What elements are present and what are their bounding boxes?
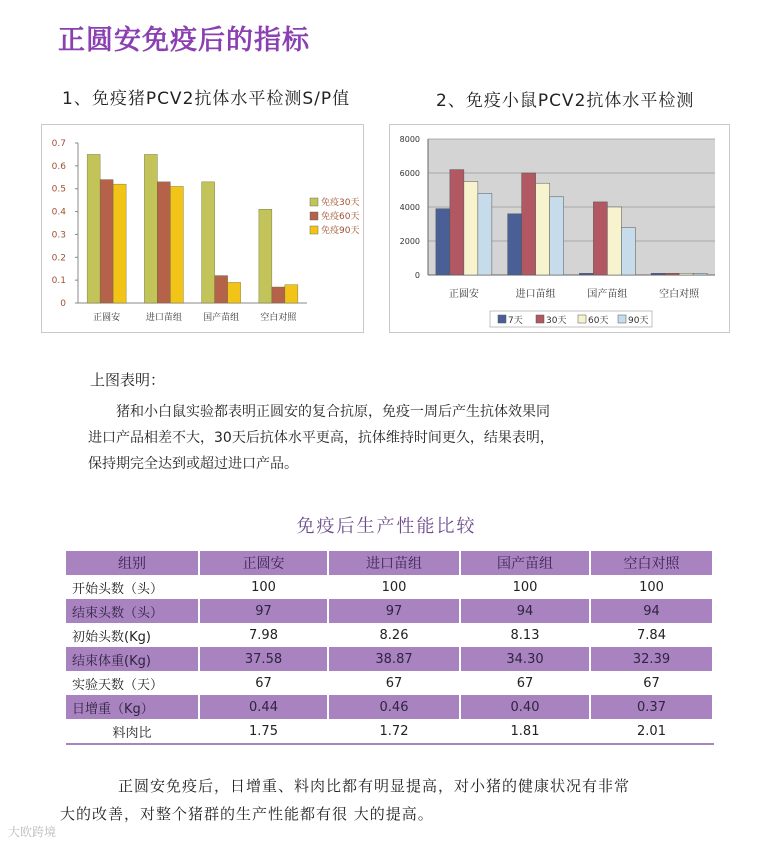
legend-swatch (578, 315, 586, 323)
y-tick-label: 8000 (399, 135, 420, 144)
legend-label: 免疫30天 (321, 198, 360, 208)
legend-label: 60天 (588, 316, 609, 326)
table-cell: 7.98 (199, 623, 328, 647)
x-tick-label: 进口苗组 (515, 289, 556, 300)
legend-label: 7天 (508, 316, 523, 326)
y-tick-label: 0.6 (51, 161, 66, 172)
row-label-cell: 料肉比 (66, 719, 199, 744)
y-tick-label: 0.1 (51, 276, 66, 287)
table-cell: 32.39 (590, 647, 713, 671)
x-tick-label: 正圆安 (448, 289, 479, 300)
table-header-cell: 组别 (66, 551, 199, 575)
bar-免疫90天 (113, 184, 126, 303)
table-title: 免疫后生产性能比较 (296, 516, 477, 537)
summary-line: 猪和小白鼠实验都表明正圆安的复合抗原，免疫一周后产生抗体效果同 (116, 404, 550, 420)
bar-30天 (522, 173, 536, 275)
summary-paragraph (88, 399, 648, 477)
bar-免疫30天 (259, 209, 272, 303)
row-label-cell: 初始头数(Kg) (66, 623, 199, 647)
conclusion-line: 正圆安免疫后，日增重、料肉比都有明显提高，对小猪的健康状况有非常 (118, 777, 631, 795)
table-cell: 0.44 (199, 695, 328, 719)
bar-60天 (464, 182, 478, 276)
bar-免疫60天 (272, 287, 285, 303)
table-header-cell: 进口苗组 (328, 551, 460, 575)
table-cell: 7.84 (590, 623, 713, 647)
bar-免疫30天 (202, 182, 215, 303)
legend-swatch (310, 212, 318, 220)
table-cell: 0.37 (590, 695, 713, 719)
y-tick-label: 0 (60, 299, 66, 309)
legend-label: 30天 (546, 316, 567, 326)
x-tick-label: 进口苗组 (145, 313, 182, 323)
table-cell: 97 (328, 599, 460, 623)
bar-90天 (478, 193, 492, 275)
table-cell: 100 (460, 575, 590, 599)
legend-label: 免疫60天 (321, 212, 360, 222)
bar-免疫30天 (87, 154, 100, 303)
table-cell: 100 (199, 575, 328, 599)
table-cell: 67 (199, 671, 328, 695)
bar-60天 (679, 273, 693, 275)
bar-免疫30天 (144, 154, 157, 303)
legend-swatch (310, 198, 318, 206)
table-cell: 2.01 (590, 719, 713, 744)
conclusion-line: 大的改善，对整个猪群的生产性能都有很 大的提高。 (60, 805, 434, 823)
table-cell: 0.46 (328, 695, 460, 719)
legend-label: 免疫90天 (321, 226, 360, 236)
bar-7天 (508, 214, 522, 275)
row-label-cell: 结束头数（头） (66, 599, 199, 623)
chart-mouse-antibody (389, 124, 730, 333)
table-cell: 67 (460, 671, 590, 695)
table-cell: 1.81 (460, 719, 590, 744)
table-cell: 1.75 (199, 719, 328, 744)
x-tick-label: 正圆安 (93, 313, 121, 323)
table-cell: 97 (199, 599, 328, 623)
bar-60天 (607, 207, 621, 275)
legend-label: 90天 (628, 316, 649, 326)
table-cell: 0.40 (460, 695, 590, 719)
performance-table (66, 551, 714, 745)
y-tick-label: 0.3 (51, 230, 66, 241)
table-row (66, 575, 713, 599)
bar-免疫60天 (215, 276, 228, 303)
page-title: 正圆安免疫后的指标 (58, 25, 310, 56)
y-tick-label: 0 (414, 271, 420, 280)
bar-免疫60天 (100, 180, 113, 303)
bar-7天 (436, 209, 450, 275)
chart-mouse-antibody-svg (390, 125, 729, 332)
bar-免疫90天 (285, 285, 298, 303)
y-tick-label: 6000 (399, 169, 420, 178)
table-header-cell: 正圆安 (199, 551, 328, 575)
summary-heading: 上图表明： (90, 371, 166, 389)
table-cell: 37.58 (199, 647, 328, 671)
y-tick-label: 2000 (399, 237, 420, 246)
bar-免疫60天 (157, 182, 170, 303)
legend-swatch (498, 315, 506, 323)
table-row (66, 719, 713, 744)
y-tick-label: 4000 (399, 203, 420, 212)
table-row (66, 599, 713, 623)
x-tick-label: 空白对照 (260, 313, 297, 323)
table-cell: 34.30 (460, 647, 590, 671)
legend-swatch (310, 226, 318, 234)
bar-免疫90天 (170, 186, 183, 303)
chart-pig-antibody (41, 124, 364, 333)
bar-30天 (665, 273, 679, 275)
table-cell: 67 (328, 671, 460, 695)
bar-90天 (550, 197, 564, 275)
table-cell: 94 (590, 599, 713, 623)
table-row (66, 623, 713, 647)
chart-pig-antibody-svg (42, 125, 363, 332)
table-cell: 100 (328, 575, 460, 599)
y-tick-label: 0.4 (51, 207, 66, 218)
table-cell: 8.13 (460, 623, 590, 647)
table-cell: 38.87 (328, 647, 460, 671)
summary-line: 进口产品相差不大，30天后抗体水平更高，抗体维持时间更久，结果表明， (88, 430, 554, 446)
row-label-cell: 实验天数（天） (66, 671, 199, 695)
row-label-cell: 结束体重(Kg) (66, 647, 199, 671)
table-row (66, 671, 713, 695)
chart1-heading: 1、免疫猪PCV2抗体水平检测S/P值 (62, 89, 351, 109)
bar-30天 (593, 202, 607, 275)
conclusion-paragraph (60, 772, 728, 828)
table-cell: 94 (460, 599, 590, 623)
table-row (66, 695, 713, 719)
y-tick-label: 0.5 (51, 184, 66, 195)
bar-60天 (536, 183, 550, 275)
summary-line: 保持期完全达到或超过进口产品。 (88, 456, 298, 472)
y-tick-label: 0.2 (51, 253, 66, 264)
bar-90天 (693, 273, 707, 275)
table-header-cell: 空白对照 (590, 551, 713, 575)
bar-90天 (621, 227, 635, 275)
row-label-cell: 日增重（Kg） (66, 695, 199, 719)
table-header-row (66, 551, 713, 575)
x-tick-label: 国产苗组 (587, 289, 628, 300)
bar-免疫90天 (228, 282, 241, 303)
watermark: 大欧跨境 (8, 825, 57, 839)
table-cell: 8.26 (328, 623, 460, 647)
bar-30天 (450, 170, 464, 275)
bar-7天 (651, 273, 665, 275)
table-cell: 100 (590, 575, 713, 599)
chart2-heading: 2、免疫小鼠PCV2抗体水平检测 (436, 91, 695, 111)
y-tick-label: 0.7 (51, 139, 66, 149)
table-cell: 67 (590, 671, 713, 695)
row-label-cell: 开始头数（头） (66, 575, 199, 599)
table-row (66, 647, 713, 671)
bar-7天 (579, 273, 593, 275)
x-tick-label: 空白对照 (659, 289, 700, 300)
table-header-cell: 国产苗组 (460, 551, 590, 575)
legend-swatch (536, 315, 544, 323)
legend-swatch (618, 315, 626, 323)
table-cell: 1.72 (328, 719, 460, 744)
x-tick-label: 国产苗组 (203, 313, 240, 323)
